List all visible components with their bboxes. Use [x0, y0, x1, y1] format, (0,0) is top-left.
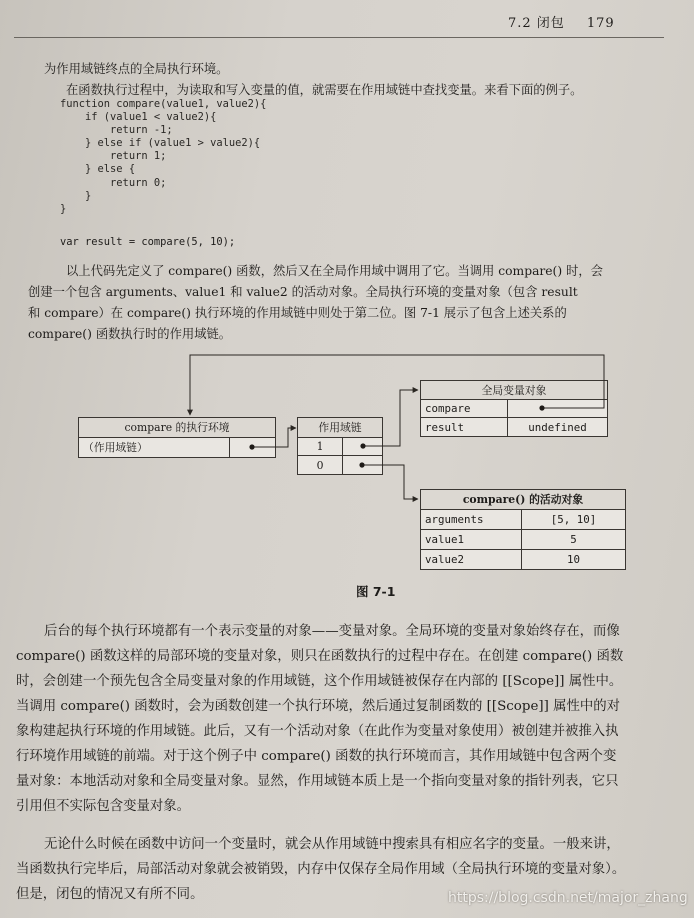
- activation-value1-value: 5: [521, 529, 626, 550]
- pointer-dot: [359, 462, 364, 467]
- activation-arguments-value: [5, 10]: [521, 509, 626, 530]
- global-var-result: result: [420, 417, 508, 437]
- activation-value2-value: 10: [521, 549, 626, 570]
- arrow-exec-to-scope: [252, 428, 296, 447]
- arrow-scope0-to-activation: [362, 465, 418, 499]
- scope-chain-index-0: 0: [297, 455, 343, 475]
- para2-line-7: 量对象：本地活动对象和全局变量对象。显然，作用域链本质上是一个指向变量对象的指针列表，它只: [16, 774, 619, 789]
- para3-line-2: 当函数执行完毕后，局部活动对象就会被销毁，内存中仅保存全局作用域（全局执行环境的变量对象）。: [16, 862, 626, 877]
- scope-chain-title: 作用域链: [297, 417, 383, 438]
- para2-line-3: 时，会创建一个预先包含全局变量对象的作用域链，这个作用域链被保存在内部的 [[Scope]] 属性中。: [16, 674, 623, 689]
- watermark: https://blog.csdn.net/major_zhang: [448, 890, 688, 906]
- code-line: }: [60, 189, 92, 202]
- code-line: } else {: [60, 163, 136, 176]
- para2-line-4: 当调用 compare() 函数时，会为函数创建一个执行环境，然后通过复制函数的 [[Scope]] 属性中的对: [16, 699, 621, 714]
- code-line: function compare(value1, value2){: [60, 98, 267, 110]
- para1-line-3: 和 compare）在 compare() 执行环境的作用域链中则处于第二位。图 7-1 展示了包含上述关系的: [28, 306, 567, 320]
- para2-line-1: 后台的每个执行环境都有一个表示变量的对象——变量对象。全局环境的变量对象始终存在，而像: [44, 624, 620, 639]
- para3-line-1: 无论什么时候在函数中访问一个变量时，就会从作用域链中搜索具有相应名字的变量。一般来讲，: [44, 837, 620, 852]
- para2-line-5: 象构建起执行环境的作用域链。此后，又有一个活动对象（在此作为变量对象使用）被创建并被推入执: [16, 724, 619, 739]
- global-var-compare: compare: [420, 399, 508, 418]
- pointer-dot: [539, 405, 544, 410]
- exec-ctx-scope-label: （作用域链）: [78, 437, 230, 458]
- activation-value2-name: value2: [420, 549, 522, 570]
- pointer-dot: [249, 444, 254, 449]
- global-var-result-value: undefined: [507, 417, 608, 437]
- para2-line-6: 行环境作用域链的前端。对于这个例子中 compare() 函数的执行环境而言，其作用域链中包含两个变: [16, 749, 617, 764]
- exec-ctx-title: compare 的执行环境: [78, 417, 276, 438]
- code-line: }: [60, 202, 67, 215]
- global-var-title: 全局变量对象: [420, 380, 608, 400]
- activation-arguments-name: arguments: [420, 509, 522, 530]
- scope-chain-index-1: 1: [297, 437, 343, 456]
- section-title: 7.2 闭包: [508, 16, 565, 31]
- code-line: return 0;: [60, 176, 167, 189]
- para1-line-1: 以上代码先定义了 compare() 函数，然后又在全局作用域中调用了它。当调用 compare() 时，会: [66, 264, 603, 278]
- para1-line-4: compare() 函数执行时的作用域链。: [28, 327, 232, 341]
- pointer-dot: [360, 443, 365, 448]
- code-line: return -1;: [60, 124, 173, 137]
- code-line: } else if (value1 > value2){: [60, 137, 261, 150]
- intro-line-1: 为作用域链终点的全局执行环境。: [44, 62, 229, 76]
- para3-line-3: 但是，闭包的情况又有所不同。: [16, 887, 204, 902]
- page-number: 179: [586, 16, 615, 31]
- arrow-scope1-to-global: [363, 390, 418, 446]
- para2-line-8: 引用但不实际包含变量对象。: [16, 799, 191, 814]
- figure-caption: 图 7-1: [356, 584, 396, 599]
- para1-line-2: 创建一个包含 arguments、value1 和 value2 的活动对象。全局执行环境的变量对象（包含 result: [28, 285, 578, 299]
- code-call-line: var result = compare(5, 10);: [60, 236, 236, 248]
- intro-line-2: 在函数执行过程中，为读取和写入变量的值，就需要在作用域链中查找变量。来看下面的例子。: [66, 83, 583, 97]
- code-line: if (value1 < value2){: [60, 111, 217, 124]
- activation-title: compare() 的活动对象: [420, 489, 626, 510]
- activation-value1-name: value1: [420, 529, 522, 550]
- code-line: return 1;: [60, 150, 167, 163]
- para2-line-2: compare() 函数这样的局部环境的变量对象，则只在函数执行的过程中存在。在创建 compare() 函数: [16, 649, 624, 664]
